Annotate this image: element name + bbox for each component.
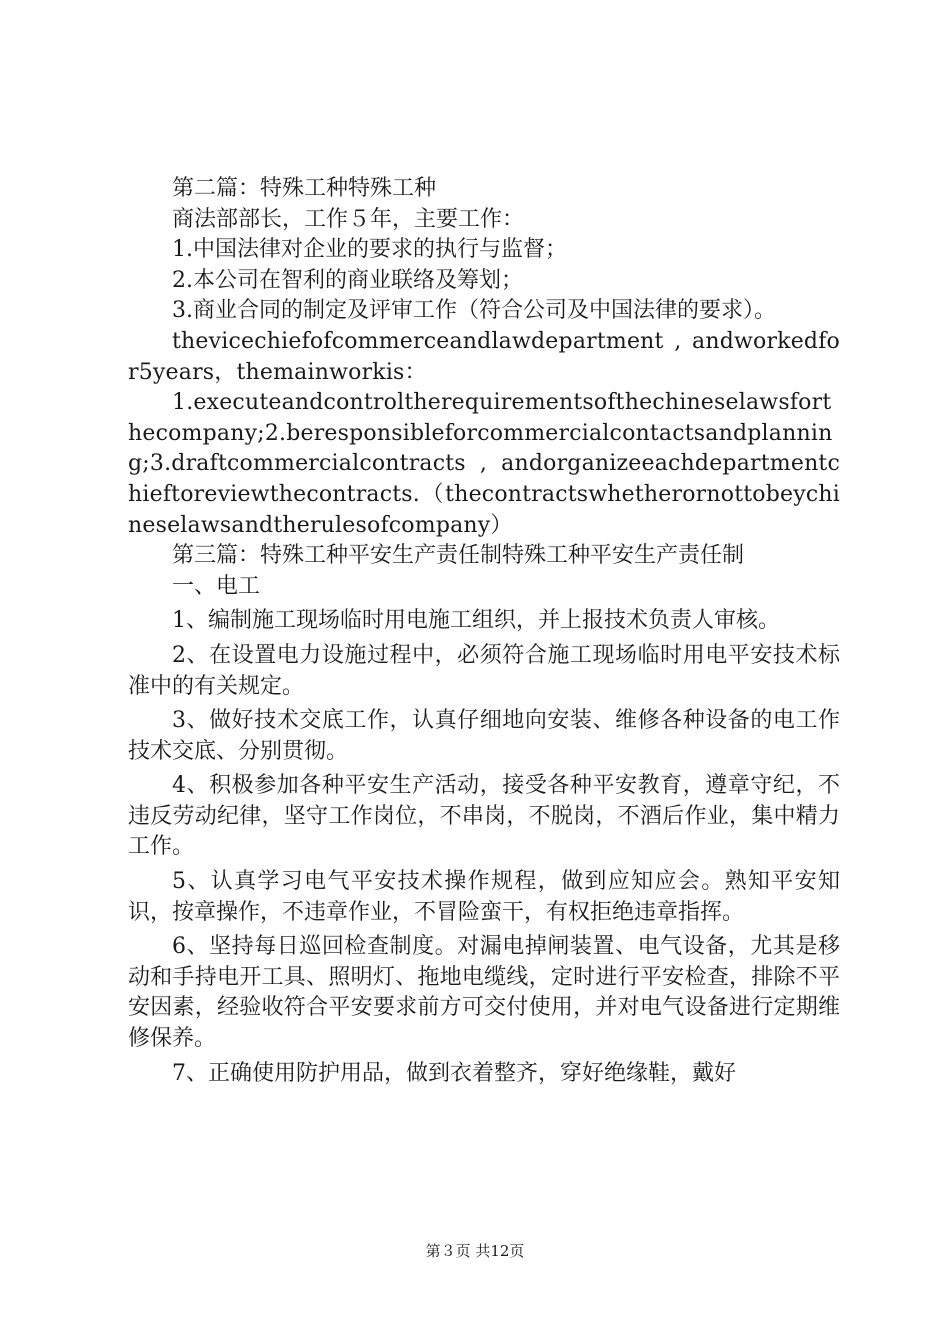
paragraph: 1.中国法律对企业的要求的执行与监督； (172, 237, 567, 263)
page-footer: 第３页 共12页 (425, 1242, 525, 1260)
section-heading-3: 第三篇：特殊工种平安生产责任制特殊工种平安生产责任制 (172, 543, 745, 569)
list-item: 3、做好技术交底工作，认真仔细地向安装、维修各种设备的电工作技术交底、分别贯彻。 (128, 708, 840, 764)
list-item: 5、认真学习电气平安技术操作规程，做到应知应会。熟知平安知识，按章操作，不违章作业，不冒险蛮干，有权拒绝违章指挥。 (128, 869, 840, 925)
list-item: 1、编制施工现场临时用电施工组织，并上报技术负责人审核。 (172, 608, 780, 634)
english-paragraph: thevicechiefofcommerceandlawdepartment , andworkedfor5years，themainworkis： (128, 328, 840, 385)
paragraph: 商法部部长，工作５年，主要工作： (172, 206, 525, 232)
section-heading-2: 第二篇：特殊工种特殊工种 (172, 176, 437, 201)
english-paragraph: 1.executeandcontroltherequirementsofthechineselawsforthecompany;2.beresponsibleforcommercialcontactsandplanning;3.draftcommercialcontracts , andorganizeeachdepartmentchieftoreviewthecontracts.（thecontractswhetherornottobeychineselawsandtherulesofcompany） (128, 390, 840, 538)
list-item: 2、在设置电力设施过程中，必须符合施工现场临时用电平安技术标准中的有关规定。 (128, 642, 840, 699)
paragraph: 2.本公司在智利的商业联络及筹划； (172, 267, 523, 293)
list-item: 6、坚持每日巡回检查制度。对漏电掉闸装置、电气设备，尤其是移动和手持电开工具、照明灯、拖地电缆线，定时进行平安检查，排除不平安因素，经验收符合平安要求前方可交付使用，并对电气设备进行定期维修保养。 (128, 934, 840, 1052)
paragraph: 3.商业合同的制定及评审工作（符合公司及中国法律的要求）。 (172, 298, 776, 324)
list-item: 7、正确使用防护用品，做到衣着整齐，穿好绝缘鞋，戴好 (172, 1060, 736, 1086)
subsection-heading: 一、电工 (172, 573, 261, 599)
list-item: 4、积极参加各种平安生产活动，接受各种平安教育，遵章守纪，不违反劳动纪律，坚守工作岗位，不串岗，不脱岗，不酒后作业，集中精力工作。 (128, 773, 840, 860)
document-body (128, 174, 840, 1089)
